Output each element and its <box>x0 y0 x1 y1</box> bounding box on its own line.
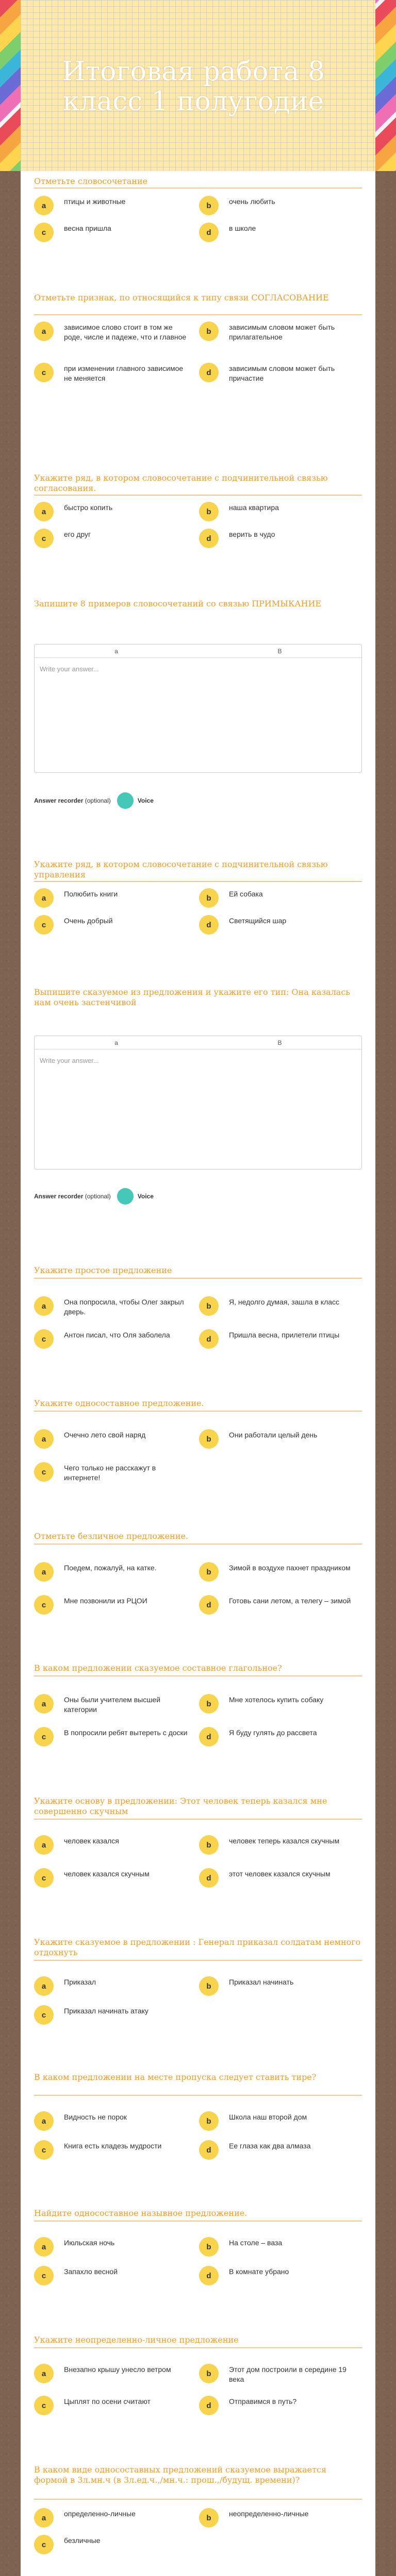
record-button[interactable] <box>117 792 134 809</box>
recorder-label: Answer recorder <box>34 1193 84 1200</box>
option-a[interactable]: a Полюбить книги <box>34 888 189 919</box>
question-title: Найдите односоставное назывное предложение. <box>34 2208 248 2218</box>
option-b[interactable]: b Приказал начинать <box>199 1976 354 2007</box>
option-a[interactable]: a человек казался <box>34 1835 189 1866</box>
divider <box>34 495 362 496</box>
option-d[interactable]: d зависимым словом может быть причастие <box>199 363 354 394</box>
question-1 <box>34 176 362 187</box>
question-9 <box>34 1531 362 1541</box>
divider <box>34 314 362 315</box>
option-c[interactable]: c Очень добрый <box>34 915 189 946</box>
option-c[interactable]: c человек казался скучным <box>34 1868 189 1899</box>
option-d[interactable]: d Готовь сани летом, а телегу – зимой <box>199 1595 354 1626</box>
recorder-optional: (optional) <box>85 797 111 804</box>
question-title: Укажите односоставное предложение. <box>34 1398 204 1408</box>
option-a[interactable]: a Внезапно крышу унесло ветром <box>34 2364 189 2395</box>
divider <box>34 188 362 189</box>
column-a-header: a <box>114 648 118 655</box>
option-a[interactable]: a определенно-личные <box>34 2508 189 2539</box>
answer-placeholder[interactable]: Write your answer... <box>40 1057 99 1064</box>
divider <box>34 2221 362 2222</box>
question-title: Отметьте безличное предложение. <box>34 1531 189 1541</box>
divider <box>34 2095 362 2096</box>
option-b[interactable]: b Школа наш второй дом <box>199 2111 354 2142</box>
question-2 <box>34 293 362 303</box>
option-d[interactable]: d в школе <box>199 223 354 253</box>
option-c[interactable]: c Приказал начинать атаку <box>34 2005 189 2036</box>
option-d[interactable]: d Ее глаза как два алмаза <box>199 2140 354 2171</box>
column-a-header: a <box>114 1039 118 1046</box>
answer-recorder <box>34 1188 154 1205</box>
option-a[interactable]: a быстро копить <box>34 502 189 533</box>
answer-table-header <box>35 645 361 658</box>
recorder-optional: (optional) <box>85 1193 111 1200</box>
question-title: Запишите 8 примеров словосочетаний со связью ПРИМЫКАНИЕ <box>34 599 322 608</box>
option-c[interactable]: c безличные <box>34 2535 189 2566</box>
divider <box>34 1278 362 1279</box>
option-d[interactable]: d Пришла весна, прилетели птицы <box>199 1329 354 1360</box>
question-6 <box>34 987 362 1008</box>
option-a[interactable]: a птицы и животные <box>34 196 189 227</box>
question-5 <box>34 859 362 880</box>
question-title: Укажите неопределенно-личное предложение <box>34 2335 239 2345</box>
option-b[interactable]: b наша квартира <box>199 502 354 533</box>
question-3 <box>34 473 362 494</box>
option-d[interactable]: d верить в чудо <box>199 529 354 560</box>
option-b[interactable]: b очень любить <box>199 196 354 227</box>
option-b[interactable]: b зависимым словом может быть прилагательное <box>199 321 354 352</box>
question-title: Отметьте словосочетание <box>34 176 148 186</box>
option-b[interactable]: b неопределенно-личные <box>199 2508 354 2539</box>
option-d[interactable]: d Светящийся шар <box>199 915 354 946</box>
voice-label: Voice <box>137 1193 154 1200</box>
question-title: В каком виде односоставных предложений сказуемое выражается формой в 3л.мн.ч (в 3л.ед.ч.,/мн.ч.: прош.,/будущ. времени)? <box>34 2465 327 2485</box>
answer-table[interactable] <box>34 1036 362 1170</box>
answer-table-header <box>35 1036 361 1049</box>
divider <box>34 1411 362 1412</box>
question-title: Выпишите сказуемое из предложения и укажите его тип: Она казалась нам очень застенчивой <box>34 987 351 1007</box>
column-b-header: B <box>277 648 282 655</box>
question-title: Укажите простое предложение <box>34 1265 172 1275</box>
question-15 <box>34 2335 362 2345</box>
option-a[interactable]: a зависимое слово стоит в том же роде, числе и падеже, что и главное <box>34 321 189 352</box>
option-c[interactable]: c В попросили ребят вытереть с доски <box>34 1727 189 1758</box>
option-d[interactable]: d Отправимся в путь? <box>199 2396 354 2427</box>
recorder-label: Answer recorder <box>34 797 84 804</box>
question-title: В каком предложении на месте пропуска следует ставить тире? <box>34 2072 317 2082</box>
quiz-body <box>21 171 375 2576</box>
header-card <box>21 0 375 171</box>
option-c[interactable]: c Запахло весной <box>34 2266 189 2297</box>
question-title: Укажите сказуемое в предложении : Генерал приказал солдатам немного отдохнуть <box>34 1937 361 1957</box>
option-b[interactable]: b человек теперь казался скучным <box>199 1835 354 1866</box>
option-c[interactable]: c Антон писал, что Оля заболела <box>34 1329 189 1360</box>
divider <box>34 1544 362 1545</box>
divider <box>34 2347 362 2348</box>
question-7 <box>34 1265 362 1276</box>
answer-placeholder[interactable]: Write your answer... <box>40 665 99 673</box>
divider <box>34 1675 362 1676</box>
voice-label: Voice <box>137 797 154 804</box>
header-banner <box>0 0 396 171</box>
option-a[interactable]: a Поедем, пожалуй, на катке. <box>34 1562 189 1593</box>
option-a[interactable]: a Оны были учителем высшей категории <box>34 1694 189 1725</box>
option-b[interactable]: b Мне хотелось купить собаку <box>199 1694 354 1725</box>
option-c[interactable]: c при изменении главного зависимое не меняется <box>34 363 189 394</box>
option-c[interactable]: c его друг <box>34 529 189 560</box>
option-a[interactable]: a Приказал <box>34 1976 189 2007</box>
option-b[interactable]: b Этот дом построили в середине 19 века <box>199 2364 354 2395</box>
option-a[interactable]: a Она попросила, чтобы Олег закрыл дверь. <box>34 1296 189 1327</box>
option-b[interactable]: b Ей собака <box>199 888 354 919</box>
record-button[interactable] <box>117 1188 134 1205</box>
option-c[interactable]: c весна пришла <box>34 223 189 253</box>
question-11 <box>34 1796 362 1817</box>
option-a[interactable]: a Очечно лето свой наряд <box>34 1429 189 1460</box>
question-title: Укажите ряд, в котором словосочетание с подчинительной связью согласования. <box>34 473 328 493</box>
question-title: Укажите ряд, в котором словосочетание с подчинительной связью управления <box>34 859 328 879</box>
option-b[interactable]: b На столе – ваза <box>199 2237 354 2268</box>
option-d[interactable]: d этот человек казался скучным <box>199 1868 354 1899</box>
divider <box>34 1819 362 1820</box>
divider <box>34 2499 362 2500</box>
page-title: Итоговая работа 8 класс 1 полугодие <box>62 56 325 117</box>
option-c[interactable]: c Цыплят по осени считают <box>34 2396 189 2427</box>
question-title: Укажите основу в предложении: Этот человек теперь казался мне совершенно скучным <box>34 1796 327 1816</box>
divider <box>34 881 362 882</box>
divider <box>34 1960 362 1961</box>
column-b-header: B <box>277 1039 282 1046</box>
option-d[interactable]: d В комнате убрано <box>199 2266 354 2297</box>
question-10 <box>34 1663 362 1673</box>
option-b[interactable]: b Я, недолго думая, зашла в класс <box>199 1296 354 1327</box>
question-8 <box>34 1398 362 1409</box>
question-14 <box>34 2208 362 2218</box>
option-a[interactable]: a Июльская ночь <box>34 2237 189 2268</box>
answer-recorder <box>34 792 154 809</box>
option-b[interactable]: b Зимой в воздухе пахнет праздником <box>199 1562 354 1593</box>
option-c[interactable]: c Мне позвонили из РЦОИ <box>34 1595 189 1626</box>
question-4 <box>34 599 362 609</box>
option-a[interactable]: a Видность не порок <box>34 2111 189 2142</box>
option-c[interactable]: c Чего только не расскажут в интернете! <box>34 1462 189 1493</box>
answer-table[interactable] <box>34 644 362 773</box>
option-d[interactable]: d Я буду гулять до рассвета <box>199 1727 354 1758</box>
option-b[interactable]: b Они работали целый день <box>199 1429 354 1460</box>
question-title: Отметьте признак, по относящийся к типу связи СОГЛАСОВАНИЕ <box>34 293 329 302</box>
question-12 <box>34 1937 362 1958</box>
question-16 <box>34 2465 362 2485</box>
question-13 <box>34 2072 362 2082</box>
option-c[interactable]: c Книга есть кладезь мудрости <box>34 2140 189 2171</box>
question-title: В каком предложении сказуемое составное глагольное? <box>34 1663 282 1673</box>
